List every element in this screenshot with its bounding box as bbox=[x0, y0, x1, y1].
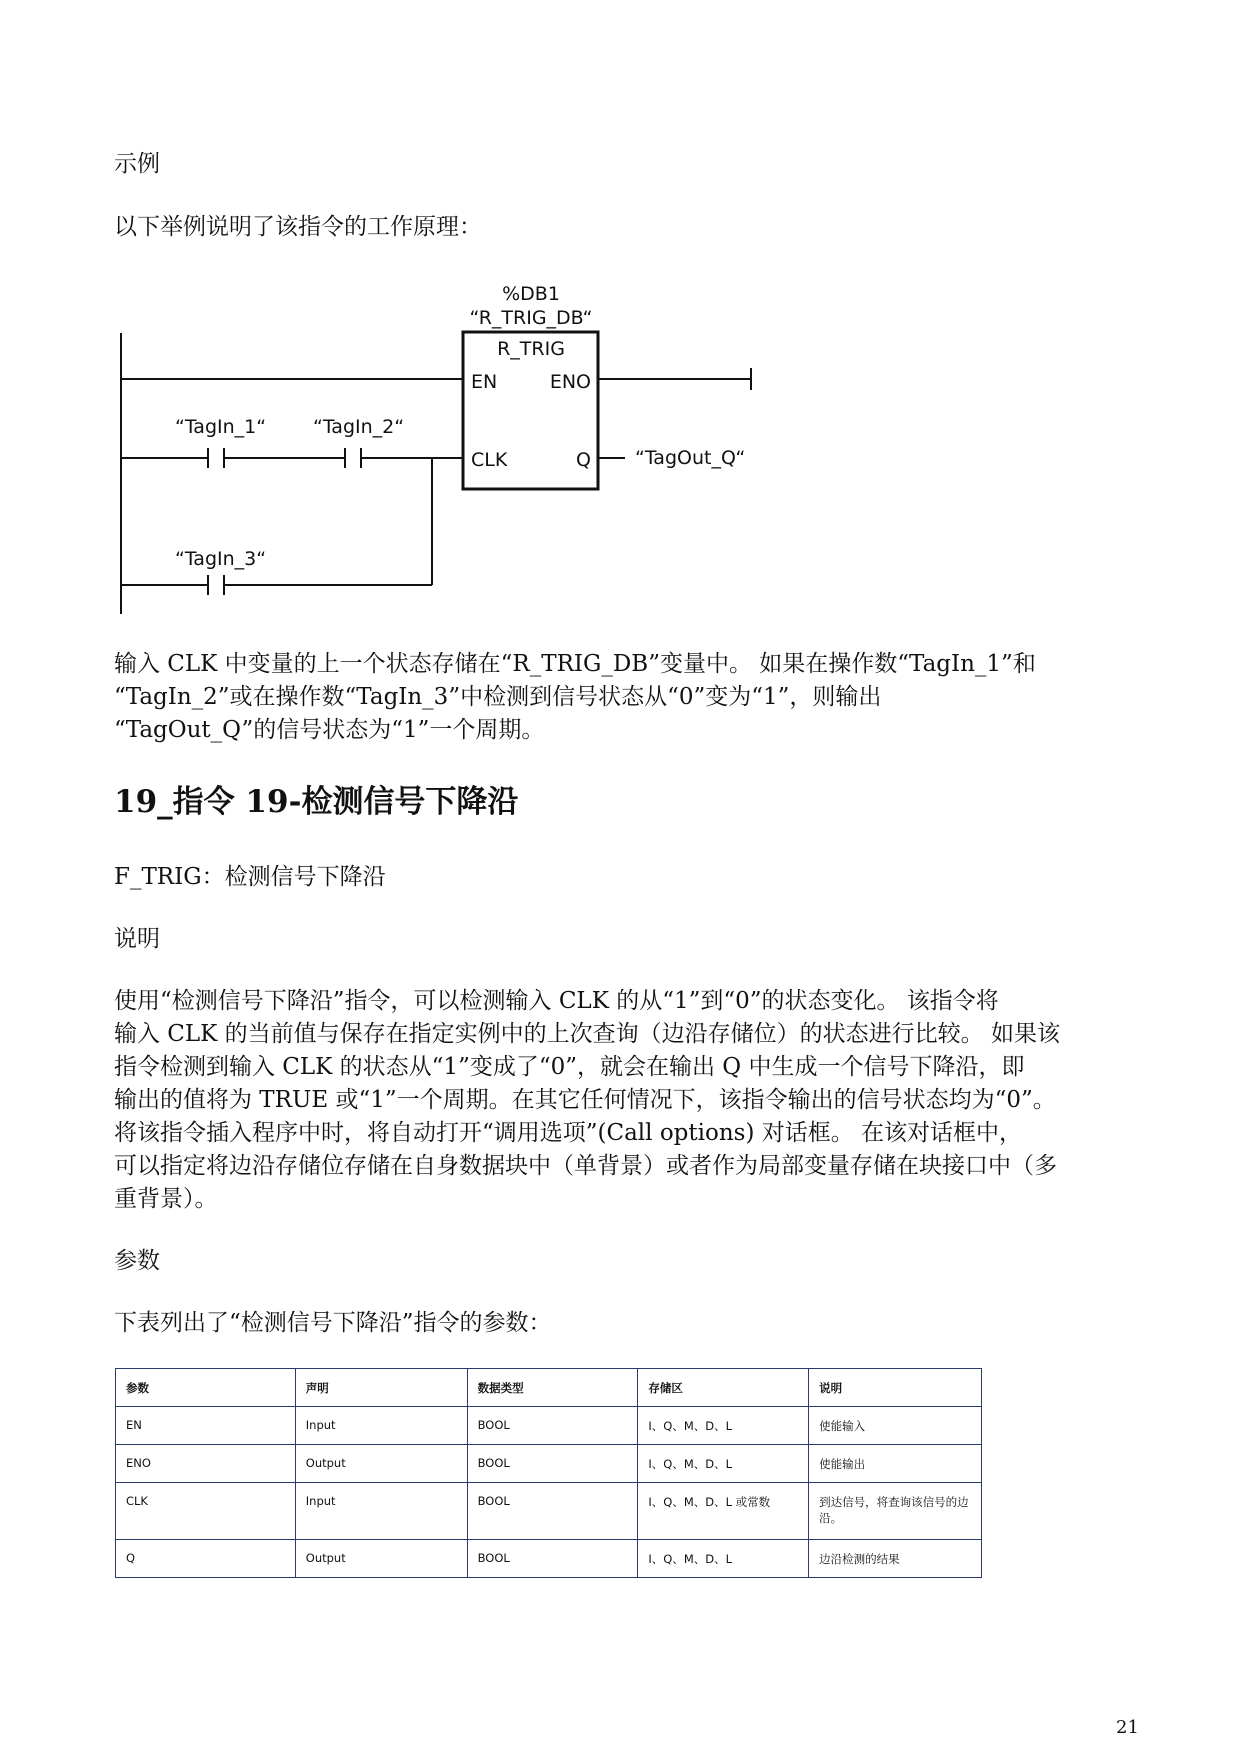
table-row: ENO Output BOOL I、Q、M、D、L 使能输出 bbox=[116, 1445, 982, 1483]
example-heading: 示例 bbox=[114, 151, 160, 177]
example-intro: 以下举例说明了该指令的工作原理： bbox=[114, 214, 482, 240]
table-header-cell: 声明 bbox=[295, 1369, 467, 1407]
pin-q: Q bbox=[576, 449, 591, 471]
table-header-cell: 数据类型 bbox=[467, 1369, 638, 1407]
block-name: R_TRIG bbox=[497, 338, 565, 360]
ladder-diagram bbox=[0, 270, 800, 620]
pin-clk: CLK bbox=[471, 449, 508, 471]
table-row: Q Output BOOL I、Q、M、D、L 边沿检测的结果 bbox=[116, 1540, 982, 1578]
param-table bbox=[115, 1368, 982, 1578]
params-intro: 下表列出了“检测信号下降沿”指令的参数： bbox=[114, 1310, 552, 1336]
page-number: 21 bbox=[1116, 1717, 1139, 1738]
contact-2-label: “TagIn_2“ bbox=[313, 416, 405, 438]
example-explanation: 输入 CLK 中变量的上一个状态存储在“R_TRIG_DB”变量中。 如果在操作数“TagIn_1”和 “TagIn_2”或在操作数“TagIn_3”中检测到信号状态从“0”变为“1”，则输出 “TagOut_Q”的信号状态为“1”一个周期。 bbox=[114, 651, 1036, 743]
contact-1-label: “TagIn_1“ bbox=[175, 416, 267, 438]
instruction-line: F_TRIG：检测信号下降沿 bbox=[114, 864, 386, 890]
description-heading: 说明 bbox=[114, 926, 160, 952]
table-header-row bbox=[116, 1369, 982, 1407]
table-row: CLK Input BOOL I、Q、M、D、L 或常数 到达信号，将查询该信号的边沿。 bbox=[116, 1483, 982, 1540]
description-paragraph: 使用“检测信号下降沿”指令，可以检测输入 CLK 的从“1”到“0”的状态变化。 该指令将 输入 CLK 的当前值与保存在指定实例中的上次查询（边沿存储位）的状态进行比较。 如果该 指令检测到输入 CLK 的状态从“1”变成了“0”，就会在输出 Q 中生成一个信号下降沿，即 输出的值将为 TRUE 或“1”一个周期。在其它任何情况下，该指令输出的信号状态均为“0”。 将该指令插入程序中时，将自动打开“调用选项”(Call options) 对话框。 在该对话框中， 可以指定将边沿存储位存储在自身数据块中（单背景）或者作为局部变量存储在块接口中（多 重背景）。 bbox=[114, 988, 1060, 1212]
table-header-cell: 存储区 bbox=[638, 1369, 809, 1407]
params-heading: 参数 bbox=[114, 1248, 160, 1274]
table-header-cell: 说明 bbox=[809, 1369, 982, 1407]
db-name: %DB1 bbox=[502, 283, 560, 305]
contact-3-label: “TagIn_3“ bbox=[175, 548, 267, 570]
output-tag-label: “TagOut_Q“ bbox=[635, 447, 746, 469]
db-instance: “R_TRIG_DB“ bbox=[469, 307, 593, 329]
pin-en: EN bbox=[471, 371, 498, 393]
pin-eno: ENO bbox=[549, 371, 591, 393]
table-header-cell: 参数 bbox=[116, 1369, 296, 1407]
table-row: EN Input BOOL I、Q、M、D、L 使能输入 bbox=[116, 1407, 982, 1445]
section-title: 19_指令 19-检测信号下降沿 bbox=[114, 784, 519, 820]
